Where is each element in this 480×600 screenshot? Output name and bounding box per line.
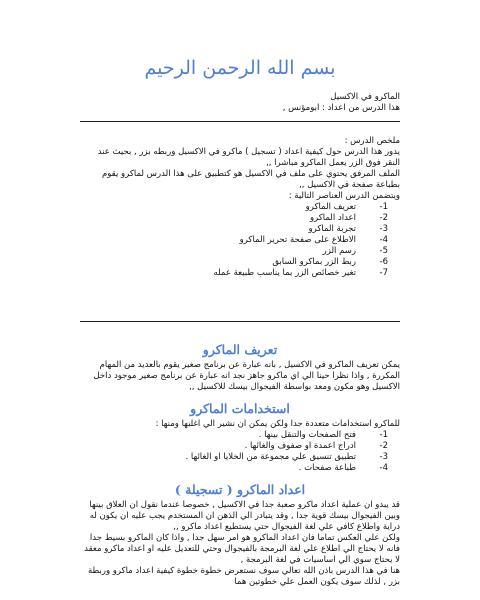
meta-line: الماكرو في الاكسيل [330, 92, 400, 102]
list-text: الاطلاع على صفحة تحرير الماكرو [239, 235, 356, 245]
summary-paragraph: الملف المرفق يحتوي على ملف في الاكسيل هو كتطبيق على هذا الدرس لماكرو يقوم بطباعة صفحة في الاكسيل ,, [102, 169, 400, 190]
list-text: تطبيق تنسيق علي مجموعة من الخلايا او الغائها . [185, 452, 356, 462]
list-item [80, 246, 388, 257]
list-text: رسم الزر [322, 246, 356, 256]
list-item [80, 202, 388, 213]
record-paragraph: ولكن علي العكس تماما فان اعداد الماكرو هو امر سهل جدا , واذا كان الماكرو بسيط جدا فانه لا يحتاج الي اطلاع علي لغة البرمجة بالفيجوال وحتي للتعديل عليه او اعداد ماكرو معقد لا يحتاج سوي الي اساسيات في لغة البرمجة , [84, 533, 400, 565]
list-item [80, 430, 388, 441]
summary-list [80, 202, 400, 279]
list-item [80, 268, 388, 279]
document-meta [283, 92, 400, 114]
list-item [80, 257, 388, 268]
list-text: تغير خصائص الزر بما يناسب طبيعة عمله [213, 268, 356, 278]
top-divider [80, 121, 400, 122]
record-section [80, 482, 400, 588]
summary-section [80, 136, 400, 279]
middle-divider [80, 321, 400, 322]
list-item [80, 224, 388, 235]
list-number: 4- [379, 235, 388, 245]
list-text: اعداد الماكرو [309, 213, 356, 223]
uses-list [80, 430, 400, 474]
uses-paragraph: للماكرو استخدامات متعددة جدا ولكن يمكن ان نشير الي اغلبها ومنها : [155, 419, 400, 429]
list-number: 2- [379, 441, 388, 451]
list-number: 1- [379, 430, 388, 440]
summary-title: ملخص الدرس : [344, 136, 400, 146]
list-number: 2- [379, 213, 388, 223]
summary-paragraph: ويتضمن الدرس العناصر التالية : [288, 191, 400, 201]
list-number: 5- [379, 246, 388, 256]
record-paragraph: قد يبدو ان عملية اعداد ماكرو صعبة جدا في الاكسيل , خصوصا عندما نقول ان العلاق بينها وبين الفيجوال بيسك قوية جدا , وقد يتبادر الي الذهن ان المستخدم يجب عليه ان يكون له دراية واطلاع كافي علي لغة الفيجوال حتي يستطيع اعداد ماكرو ,, [89, 500, 400, 532]
list-number: 6- [379, 257, 388, 267]
list-item [80, 213, 388, 224]
list-number: 1- [379, 202, 388, 212]
record-heading: اعداد الماكرو ( تسجيلة ) [174, 482, 306, 497]
list-text: ادراج اعمدة او صفوف والغائها . [244, 441, 356, 451]
definition-paragraph: يمكن تعريف الماكرو في الاكسيل , بانه عبارة عن برنامج صغير يقوم بالعديد من المهام المكررة , واذا نظرا حينا الي اي ماكرو جاهز نجد انه عبارة عن برنامج صغير موجود داخل الاكسيل وهو مكون ومعد بواسطة الفيجوال بيسك للاكسيل ,, [93, 360, 400, 392]
record-paragraph: هنا في هذا الدرس باذن الله تعالي سوف نستعرض خطوة خطوة كيفية اعداد ماكرو وربطة بزر , لذلك سوف يكون العمل علي خطوتين هما [87, 566, 400, 587]
basmala-title: بسم الله الرحمن الرحيم [144, 57, 336, 79]
list-text: ربط الزر بماكرو السابق [272, 257, 356, 267]
list-number: 3- [379, 452, 388, 462]
summary-paragraph: يدور هذا الدرس حول كيفية اعداد ( تسجيل ) ماكرو في الاكسيل وربطه بزر , بحيث عند النقر فوق الزر يعمل الماكرو مباشرا ,, [97, 147, 400, 168]
list-item [80, 235, 388, 246]
list-text: تعريف الماكرو [305, 202, 356, 212]
list-number: 7- [379, 268, 388, 278]
list-number: 4- [379, 463, 388, 473]
list-text: طباعة صفحات . [298, 463, 356, 473]
list-number: 3- [379, 224, 388, 234]
list-item [80, 441, 388, 452]
meta-line: هذا الدرس من اعداد : ابومؤنس , [282, 103, 400, 113]
definition-heading: تعريف الماكرو [202, 342, 278, 357]
list-item [80, 452, 388, 463]
list-item [80, 463, 388, 474]
list-text: تجربة الماكرو [308, 224, 356, 234]
list-text: فتح الصفحات والتنقل بينها . [258, 430, 356, 440]
definition-section [80, 342, 400, 393]
uses-section [80, 401, 400, 474]
uses-heading: استخدامات الماكرو [190, 401, 290, 416]
